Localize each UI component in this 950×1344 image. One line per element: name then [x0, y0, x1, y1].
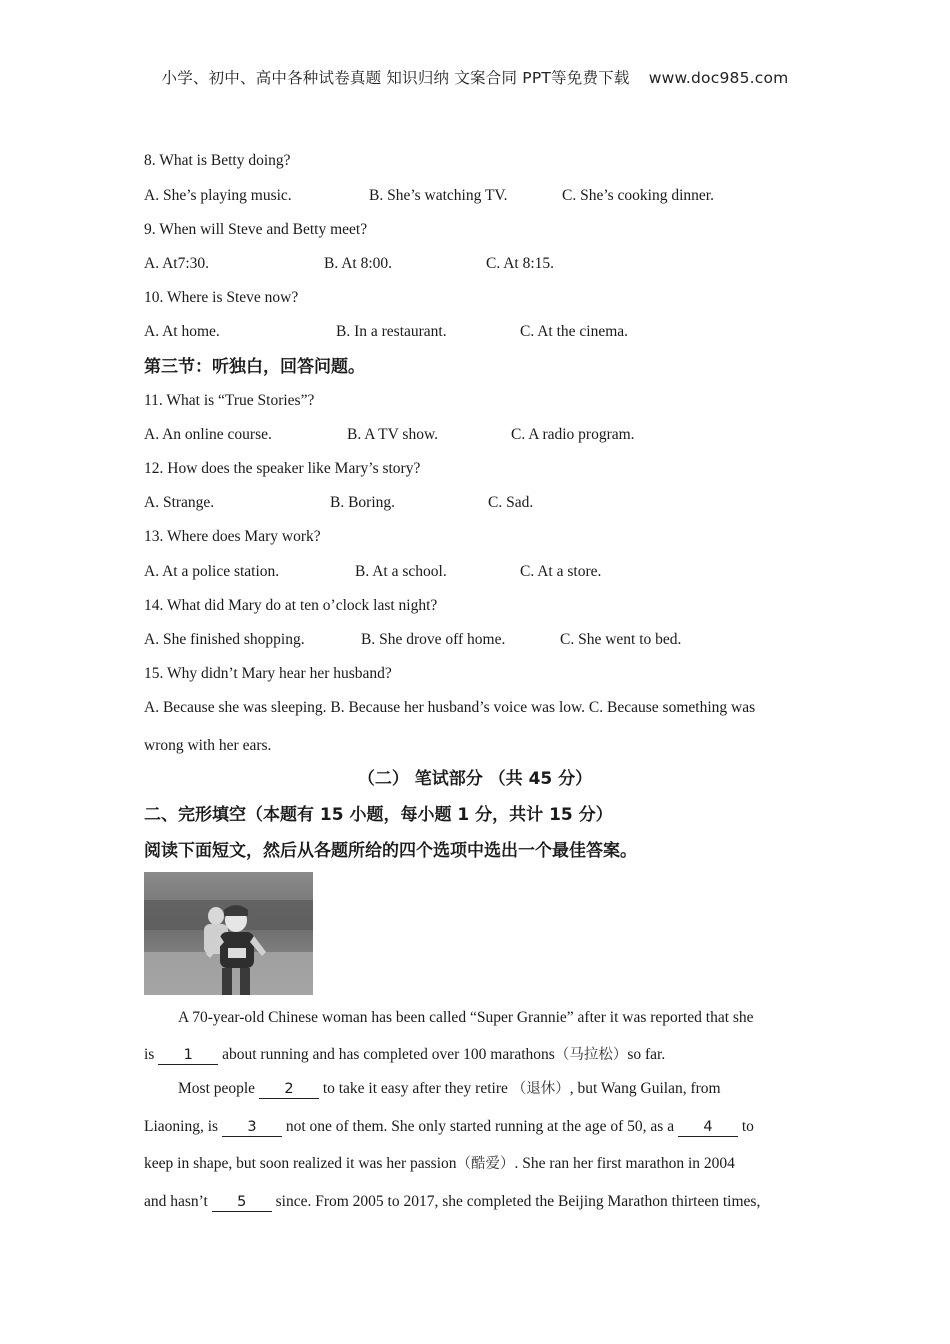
passage-p1-line2 — [144, 1045, 665, 1065]
blank-2[interactable]: 2 — [259, 1081, 319, 1099]
option-c: C. She went to bed. — [560, 631, 682, 648]
question-15: 15. Why didn’t Mary hear her husband? — [144, 665, 392, 682]
option-b: B. At a school. — [355, 563, 447, 580]
option-b: B. She drove off home. — [361, 631, 506, 648]
question-15-options-line1: A. Because she was sleeping. B. Because her husband’s voice was low. C. Because something was — [144, 699, 756, 716]
option-a: A. Strange. — [144, 494, 215, 511]
blank-4[interactable]: 4 — [678, 1119, 738, 1137]
question-10: 10. Where is Steve now? — [144, 289, 299, 306]
blank-3[interactable]: 3 — [222, 1119, 282, 1137]
text: to take it easy after they retire — [318, 1080, 512, 1097]
cloze-heading: 二、完形填空（本题有 15 小题，每小题 1 分，共计 15 分） — [144, 805, 613, 825]
text: to — [737, 1118, 754, 1135]
option-c: C. At the cinema. — [520, 323, 629, 340]
option-a: A. An online course. — [144, 426, 272, 443]
option-b: B. A TV show. — [347, 426, 439, 443]
option-b: B. She’s watching TV. — [369, 187, 508, 204]
text-cn: （马拉松） — [554, 1047, 628, 1063]
passage-p2-line3 — [144, 1154, 735, 1174]
text: since. From 2005 to 2017, she completed the Beijing Marathon thirteen times, — [271, 1193, 761, 1210]
option-c: C. Sad. — [488, 494, 534, 511]
passage-p1-line1: A 70-year-old Chinese woman has been called “Super Grannie” after it was reported that she — [178, 1009, 754, 1026]
page-header — [0, 66, 950, 88]
option-c: C. At a store. — [520, 563, 602, 580]
section-3-heading: 第三节：听独白，回答问题。 — [144, 357, 365, 377]
marathon-runner-photo — [144, 872, 313, 995]
option-c: C. She’s cooking dinner. — [562, 187, 714, 204]
text: . She ran her first marathon in 2004 — [514, 1155, 735, 1172]
option-c: C. A radio program. — [511, 426, 635, 443]
passage-p2-line1 — [178, 1079, 721, 1099]
header-text: 小学、初中、高中各种试卷真题 知识归纳 文案合同 PPT等免费下载 — [161, 69, 630, 87]
question-11: 11. What is “True Stories”? — [144, 392, 315, 409]
option-b: B. At 8:00. — [324, 255, 393, 272]
question-14: 14. What did Mary do at ten o’clock last night? — [144, 597, 438, 614]
blank-5[interactable]: 5 — [212, 1194, 272, 1212]
text-cn: （酷爱） — [456, 1156, 515, 1172]
blank-1[interactable]: 1 — [158, 1047, 218, 1065]
option-a: A. At home. — [144, 323, 220, 340]
option-a: A. She’s playing music. — [144, 187, 292, 204]
text: Most people — [178, 1080, 259, 1097]
text-cn: （退休） — [511, 1081, 570, 1097]
header-url[interactable]: www.doc985.com — [648, 69, 789, 87]
option-a: A. At a police station. — [144, 563, 280, 580]
text: keep in shape, but soon realized it was her passion — [144, 1155, 457, 1172]
text: and hasn’t — [144, 1193, 212, 1210]
text: so far. — [627, 1046, 666, 1063]
question-8: 8. What is Betty doing? — [144, 152, 291, 169]
text: about running and has completed over 100 marathons — [218, 1046, 555, 1063]
option-a: A. At7:30. — [144, 255, 210, 272]
text: not one of them. She only started running at the age of 50, as a — [281, 1118, 678, 1135]
text: Liaoning, is — [144, 1118, 222, 1135]
option-b: B. Boring. — [330, 494, 396, 511]
option-a: A. She finished shopping. — [144, 631, 305, 648]
option-c: C. At 8:15. — [486, 255, 555, 272]
option-b: B. In a restaurant. — [336, 323, 447, 340]
question-12: 12. How does the speaker like Mary’s story? — [144, 460, 421, 477]
cloze-instruction: 阅读下面短文，然后从各题所给的四个选项中选出一个最佳答案。 — [144, 841, 637, 861]
passage-p2-line4 — [144, 1192, 760, 1212]
question-15-options-line2: wrong with her ears. — [144, 737, 272, 754]
text: , but Wang Guilan, from — [569, 1080, 721, 1097]
part-2-title: （二） 笔试部分 （共 45 分） — [357, 769, 593, 789]
passage-p2-line2 — [144, 1117, 754, 1137]
question-13: 13. Where does Mary work? — [144, 528, 321, 545]
text: is — [144, 1046, 159, 1063]
question-9: 9. When will Steve and Betty meet? — [144, 221, 368, 238]
